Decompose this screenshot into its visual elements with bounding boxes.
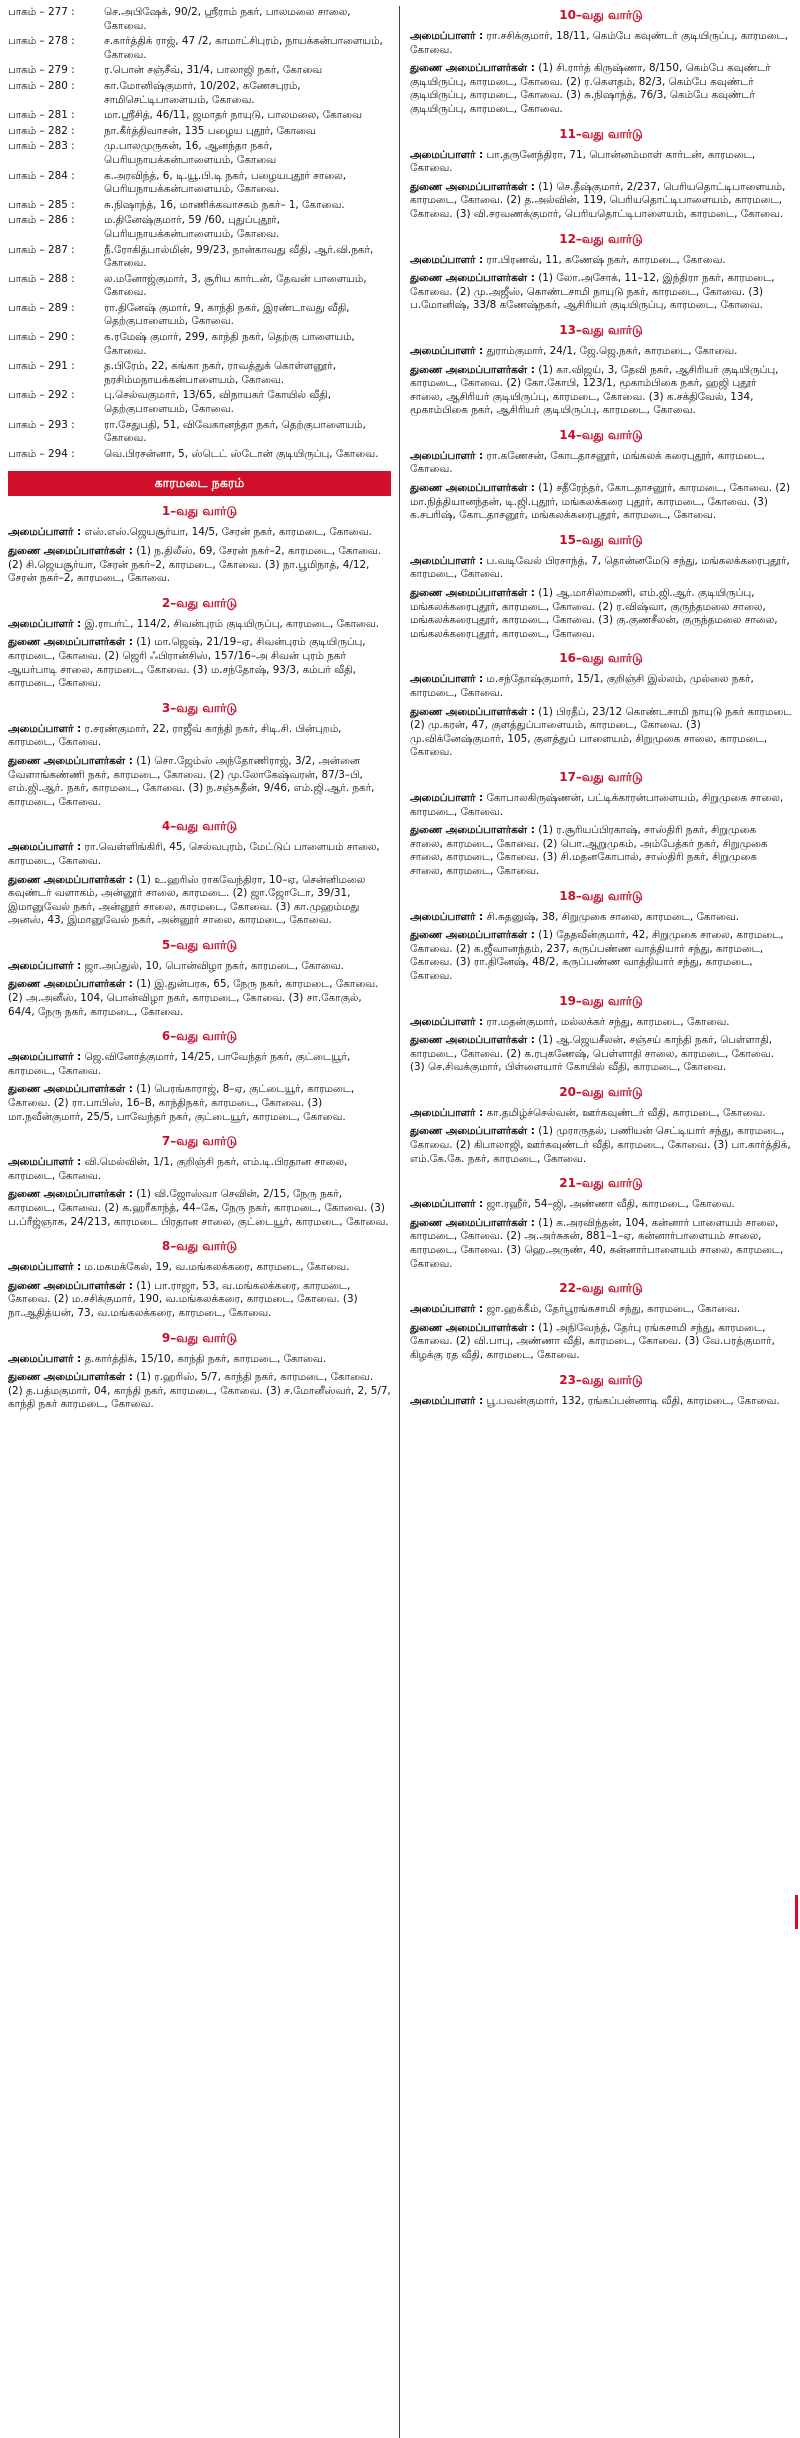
booth-number: பாகம் – 281 : bbox=[8, 109, 75, 122]
booth-row bbox=[8, 389, 391, 416]
organizer-label: அமைப்பாளர் : bbox=[8, 1156, 82, 1169]
deputies-details: (1) இ.துன்பரசு, 65, நேரு நகர், காரமடை, கோவை. (2) அ.அனீஸ், 104, பொன்விழா நகர், காரமடை, கோவை. (3) சா.கோகுல், 64/4, நேரு நகர், காரமடை, கோவை. bbox=[8, 978, 379, 1018]
ward-title: 23–வது வார்டு bbox=[559, 1372, 643, 1387]
ward-deputies bbox=[410, 181, 792, 222]
booth-number: பாகம் – 294 : bbox=[8, 447, 75, 460]
ward-block bbox=[410, 651, 792, 760]
ward-organizer bbox=[410, 149, 792, 176]
booth-address: வெ.பிரசன்னா, 5, ஸ்டெட் ஸ்டோன் குடியிருப்பு, கோவை. bbox=[104, 447, 379, 460]
ward-block bbox=[8, 504, 391, 585]
organizer-label: அமைப்பாளர் : bbox=[410, 148, 484, 161]
organizer-label: அமைப்பாளர் : bbox=[410, 1303, 484, 1316]
booth-row bbox=[8, 302, 391, 329]
ward-organizer bbox=[410, 30, 792, 57]
organizer-label: அமைப்பாளர் : bbox=[8, 722, 82, 735]
ward-title: 6–வது வார்டு bbox=[161, 1029, 238, 1044]
ward-deputies bbox=[410, 1322, 792, 1363]
ward-block bbox=[410, 533, 792, 642]
section-title-bar: காரமடை நகரம் bbox=[8, 471, 391, 496]
ward-title: 15–வது வார்டு bbox=[559, 532, 643, 547]
ward-organizer bbox=[8, 526, 391, 540]
deputies-label: துணை அமைப்பாளர்கள் : bbox=[410, 1216, 535, 1229]
deputies-details: (1) ர.சூரியப்பிரகாஷ், சாஸ்திரி நகர், சிறுமுகை சாலை, காரமடை, கோவை. (2) பொ.ஆறுமுகம், அம்பேத்கர் நகர், சிறுமுகை சாலை, காரமடை, கோவை. (3) சி.மதனகோபால், சாஸ்திரி நகர், சிறுமுகை சாலை, காரமடை, கோவை. bbox=[410, 824, 768, 877]
ward-deputies bbox=[410, 364, 792, 418]
ward-organizer bbox=[410, 1303, 792, 1317]
ward-block bbox=[410, 323, 792, 418]
organizer-label: அமைப்பாளர் : bbox=[410, 1394, 484, 1407]
booth-number: பாகம் – 288 : bbox=[8, 272, 75, 285]
ward-organizer bbox=[410, 1198, 792, 1212]
booth-number: பாகம் – 282 : bbox=[8, 124, 75, 137]
ward-title: 2–வது வார்டு bbox=[161, 595, 238, 610]
ward-deputies bbox=[410, 272, 792, 313]
organizer-label: அமைப்பாளர் : bbox=[410, 253, 484, 266]
ward-title: 14–வது வார்டு bbox=[559, 427, 643, 442]
ward-organizer bbox=[8, 723, 391, 750]
ward-block bbox=[410, 232, 792, 313]
booth-address: பு.செல்வகுமார், 13/65, விநாயகர் கோயில் வீதி, தெற்குபாளையம், கோவை. bbox=[104, 389, 332, 416]
ward-title: 11–வது வார்டு bbox=[559, 126, 643, 141]
organizer-details: ப.வடிவேல் பிரசாந்த், 7, தொன்னமேடு சந்து, மங்கலக்கரைபுதூர், காரமடை, கோவை. bbox=[410, 554, 790, 581]
organizer-details: ம.சந்தோஷ்குமார், 15/1, குறிஞ்சி இல்லம், முல்லை நகர், காரமடை, கோவை. bbox=[410, 673, 754, 699]
organizer-label: அமைப்பாளர் : bbox=[8, 959, 82, 972]
ward-block bbox=[410, 770, 792, 879]
ward-title: 9–வது வார்டு bbox=[161, 1330, 238, 1345]
deputies-details: (1) சி.ரார்த் கிருஷ்ணா, 8/150, கெம்பே கவுண்டர் குடியிருப்பு, காரமடை, கோவை. (2) ர.கௌதம், 82/3, கெம்பே கவுண்டர் குடியிருப்பு, காரமடை, கோவை. (3) சு.நிஷாந்த், 76/3, கெம்பே கவுண்டர் குடியிருப்பு, காரமடை, கோவை. bbox=[410, 62, 771, 115]
deputies-label: துணை அமைப்பாளர்கள் : bbox=[410, 587, 535, 600]
deputies-details: (1) பெரங்காராஜ், 8–ஏ, குட்டையூர், காரமடை, கோவை. (2) ரா.பாபிஸ், 16–B, காந்திநகர், காரமடை, கோவை. (3) மா.நவீன்குமார், 25/5, பாவேந்தர் நகர், குட்டையூர், காரமடை, கோவை. bbox=[8, 1083, 355, 1123]
deputies-label: துணை அமைப்பாளர்கள் : bbox=[8, 1371, 133, 1384]
booth-address: நா.கீர்த்திவாசன், 135 பழைய புதூர், கோவை bbox=[104, 124, 316, 137]
organizer-details: ரா.வெள்ளிங்கிரி, 45, செல்வபுரம், மேட்டுப் பாளையம் சாலை, காரமடை, கோவை. bbox=[8, 841, 380, 867]
ward-organizer bbox=[410, 254, 792, 268]
deputies-label: துணை அமைப்பாளர்கள் : bbox=[410, 180, 535, 193]
ward-block bbox=[8, 701, 391, 810]
booth-number: பாகம் – 279 : bbox=[8, 64, 75, 77]
ward-title: 10–வது வார்டு bbox=[559, 8, 643, 22]
organizer-details: ஜா.ரஹீர், 54–ஜி, அண்ணா வீதி, காரமடை, கோவை. bbox=[486, 1198, 735, 1211]
booth-address: க.அரவிந்த், 6, டி.யூ.பி.டி நகர், பழையபுதூர் சாலை, பெரியநாயக்கன்பாளையம், கோவை. bbox=[104, 169, 347, 196]
ward-organizer bbox=[410, 1395, 792, 1409]
organizer-label: அமைப்பாளர் : bbox=[410, 554, 484, 567]
edge-red-marker bbox=[795, 1895, 798, 1929]
organizer-details: ம.மகமக்கேல், 19, வ.மங்கலக்கரை, காரமடை, கோவை. bbox=[84, 1261, 350, 1274]
organizer-label: அமைப்பாளர் : bbox=[410, 344, 484, 357]
ward-deputies bbox=[8, 874, 391, 928]
deputies-label: துணை அமைப்பாளர்கள் : bbox=[410, 929, 535, 942]
ward-title: 13–வது வார்டு bbox=[559, 322, 643, 337]
ward-organizer bbox=[8, 841, 391, 868]
organizer-details: இ.ராபர்ட், 114/2, சிவன்புரம் குடியிருப்பு, காரமடை, கோவை. bbox=[84, 617, 380, 630]
ward-deputies bbox=[410, 929, 792, 983]
booth-address: கா.மோனிஷ்குமார், 10/202, கணேசபுரம், சாமிசெட்டிபாளையம், கோவை. bbox=[104, 79, 301, 106]
booth-number: பாகம் – 285 : bbox=[8, 198, 75, 211]
deputies-label: துணை அமைப்பாளர்கள் : bbox=[410, 824, 535, 837]
ward-organizer bbox=[410, 911, 792, 925]
ward-block bbox=[8, 1029, 391, 1124]
deputies-details: (1) பிரதீப், 23/12 கொண்டசாமி நாயுடு நகர் காரமடை (2) மு.கரன், 47, குளத்துப்பாளையம், காரமடை, கோவை. (3) மு.விக்னேஷ்குமார், 105, குளத்துப் பாளையம், சிறுமுகை சாலை, காரமடை, கோவை. bbox=[410, 705, 792, 759]
booth-address: மு.பாலமுருகன், 16, ஆனந்தா நகர், பெரியநாயக்கன்பாளையம், கோவை bbox=[104, 140, 277, 166]
organizer-label: அமைப்பாளர் : bbox=[410, 1015, 484, 1028]
booth-row bbox=[8, 109, 391, 123]
organizer-details: வி.மெல்வின், 1/1, குறிஞ்சி நகர், எம்.டி.பிரதான சாலை, காரமடை, கோவை. bbox=[8, 1156, 348, 1182]
ward-deputies bbox=[410, 62, 792, 116]
booth-number: பாகம் – 286 : bbox=[8, 214, 75, 227]
booth-address: செ.அபிஷேக், 90/2, ஸ்ரீராம் நகர், பாலமலை சாலை, கோவை. bbox=[104, 6, 351, 32]
organizer-details: பூ.பவன்குமார், 132, ரங்கப்பன்னாடி வீதி, காரமடை, கோவை. bbox=[486, 1394, 780, 1407]
organizer-details: ரா.கணேசன், கோடதாசனூர், மங்கலக் கரைபுதூர், காரமடை, கோவை. bbox=[410, 449, 765, 476]
ward-title: 17–வது வார்டு bbox=[559, 769, 643, 784]
organizer-details: கா.தமிழ்ச்செல்வன், ஊர்கவுண்டர் வீதி, காரமடை, கோவை. bbox=[486, 1106, 766, 1119]
ward-deputies bbox=[410, 824, 792, 878]
ward-block bbox=[8, 819, 391, 928]
deputies-details: (1) க.அரவிந்தன், 104, கன்னார் பாளையம் சாலை, காரமடை, கோவை. (2) அ.அர்சுகன், 881–1–ஏ, கன்னார்பாளையம் சாலை, காரமடை, கோவை. (3) ஹெ.அருண், 40, கன்னார்பாளையம் சாலை, காரமடை, கோவை. bbox=[410, 1216, 784, 1270]
ward-organizer bbox=[410, 1107, 792, 1121]
organizer-details: ரா.மதன்குமார், மல்லக்கர் சந்து, காரமடை, கோவை. bbox=[486, 1015, 730, 1028]
organizer-details: எஸ்.எஸ்.ஜெயசூர்யா, 14/5, சேரன் நகர், காரமடை, கோவை. bbox=[84, 526, 372, 539]
ward-deputies bbox=[410, 1125, 792, 1166]
deputies-label: துணை அமைப்பாளர்கள் : bbox=[410, 272, 535, 285]
ward-block bbox=[410, 1281, 792, 1362]
ward-deputies bbox=[8, 1371, 391, 1412]
ward-organizer bbox=[410, 450, 792, 477]
ward-deputies bbox=[8, 978, 391, 1019]
deputies-details: (1) ந.திலீஸ், 69, சேரன் நகர்–2, காரமடை, கோவை. (2) சி.ஜெயசூர்யா, சேரன் நகர்–2, காரமடை, கோவை. (3) நா.பூமிநாத், 4/12, சேரன் நகர்–2, காரமடை, கோவை. bbox=[8, 545, 382, 585]
booth-number: பாகம் – 284 : bbox=[8, 169, 75, 182]
ward-title: 18–வது வார்டு bbox=[559, 888, 643, 903]
booth-address: ல.மனோஜ்குமார், 3, சூரிய கார்டன், தேவன் பாளையம், கோவை. bbox=[104, 272, 367, 299]
booth-number: பாகம் – 289 : bbox=[8, 301, 75, 314]
booth-row bbox=[8, 360, 391, 387]
ward-organizer bbox=[8, 960, 391, 974]
booth-address: மா.ஸ்ரீசித், 46/11, ஜமாதர் நாயுடு, பாலமலை, கோவை bbox=[104, 109, 362, 122]
ward-organizer bbox=[8, 1353, 391, 1367]
organizer-label: அமைப்பாளர் : bbox=[410, 1198, 484, 1211]
deputies-label: துணை அமைப்பாளர்கள் : bbox=[8, 545, 133, 557]
ward-block bbox=[8, 596, 391, 691]
booth-row bbox=[8, 199, 391, 213]
booth-address: ம.தினேஷ்குமார், 59 /60, புதுப்புதூர், பெரியநாயக்கன்பாளையம், கோவை. bbox=[104, 214, 280, 240]
organizer-details: பா.தருனேந்திரா, 71, பொன்னம்மாள் கார்டன், காரமடை, கோவை. bbox=[410, 148, 756, 175]
organizer-details: ர.சரண்குமார், 22, ராஜீவ் காந்தி நகர், சிடி.சி. பின்புறம், காரமடை, கோவை. bbox=[8, 722, 342, 749]
organizer-label: அமைப்பாளர் : bbox=[410, 449, 484, 462]
ward-title: 7–வது வார்டு bbox=[161, 1134, 238, 1149]
booth-number: பாகம் – 291 : bbox=[8, 360, 75, 373]
ward-deputies bbox=[410, 587, 792, 641]
left-column bbox=[8, 6, 400, 2438]
deputies-details: (1) உ.ஹரிஸ் ராகவேந்திரா, 10–ஏ, சென்னிமலை கவுண்டர் வளாகம், அன்னூர் சாலை, காரமடை. (2) ஜா.ஜோடோ, 39/31, இமானுவேல் நகர், அன்னூர் சாலை, காரமடை, கோவை. (3) கா.முஹம்மது அனஸ், 43, இமானுவேல் நகர், அன்னூர் சாலை, காரமடை, கோவை. bbox=[8, 873, 366, 927]
ward-deputies bbox=[8, 545, 391, 586]
booth-number: பாகம் – 283 : bbox=[8, 140, 75, 153]
ward-organizer bbox=[410, 345, 792, 359]
booth-row bbox=[8, 64, 391, 78]
deputies-details: (1) பா.ராஜா, 53, வ.மங்கலக்கரை, காரமடை, கோவை. (2) ம.சசிக்குமார், 190, வ.மங்கலக்கரை, காரமடை, கோவை. (3) நா.ஆதித்யன், 73, வ.மங்கலக்கரை, காரமடை, கோவை. bbox=[8, 1279, 358, 1319]
booth-row bbox=[8, 419, 391, 446]
booth-row bbox=[8, 273, 391, 300]
deputies-details: (1) ஆ.ஜெயசீலன், சஞ்சய் காந்தி நகர், பெள்ளாதி, காரமடை, கோவை. (2) க.ரபுகணேஷ், பெள்ளாதி சாலை, காரமடை, கோவை. (3) செ.சிவக்குமார், பிள்ளையார் கோயில் வீதி, காரமடை, கோவை. bbox=[410, 1034, 775, 1074]
ward-block bbox=[8, 938, 391, 1019]
deputies-details: (1) சொ.ஜேம்ஸ் அந்தோணிராஜ், 3/2, அன்னை வேளாங்கண்ணி நகர், காரமடை, கோவை. (2) மு.லோகேஷ்வரன், 87/3–பி, எம்.ஜி.ஆர். நகர், காரமடை, கோவை. (3) ந.சஞ்சுதீன், 9/46, எம்.ஜி.ஆர். நகர், காரமடை, கோவை. bbox=[8, 754, 375, 808]
deputies-label: துணை அமைப்பாளர்கள் : bbox=[410, 363, 535, 376]
ward-deputies bbox=[8, 1188, 391, 1229]
organizer-label: அமைப்பாளர் : bbox=[8, 1352, 82, 1365]
booth-address: க.ரமேஷ் குமார், 299, காந்தி நகர், தெற்கு பாளையம், கோவை. bbox=[104, 331, 355, 357]
ward-deputies bbox=[410, 706, 792, 760]
organizer-details: கோபாலகிருஷ்ணன், பட்டிக்காரன்பாளையம், சிறுமுகை சாலை, காரமடை, கோவை. bbox=[410, 791, 784, 818]
ward-title: 12–வது வார்டு bbox=[559, 231, 643, 246]
ward-title: 16–வது வார்டு bbox=[559, 651, 643, 666]
ward-title: 1–வது வார்டு bbox=[161, 504, 238, 519]
booth-number: பாகம் – 292 : bbox=[8, 389, 75, 402]
ward-deputies bbox=[8, 1280, 391, 1321]
ward-block bbox=[410, 889, 792, 984]
ward-deputies bbox=[410, 482, 792, 523]
ward-title: 5–வது வார்டு bbox=[161, 937, 238, 952]
organizer-details: துராம்குமார், 24/1, ஜே.ஜெ.நகர், காரமடை, கோவை. bbox=[486, 344, 738, 357]
ward-deputies bbox=[410, 1034, 792, 1075]
booth-number: பாகம் – 277 : bbox=[8, 6, 75, 18]
booth-row bbox=[8, 244, 391, 271]
deputies-label: துணை அமைப்பாளர்கள் : bbox=[8, 1083, 133, 1096]
deputies-details: (1) மா.ஜெஷ், 21/19–ஏ, சிவன்புரம் குடியிருப்பு, காரமடை, கோவை. (2) ஜெரி ஃபிரான்சிஸ், 157/16–அ சிவன் புரம் நகர் ஆயர்பாடி சாலை, காரமடை, கோவை. (3) ம.சந்தோஷ், 93/3, கம்பர் வீதி, காரமடை, கோவை. bbox=[8, 636, 366, 690]
deputies-label: துணை அமைப்பாளர்கள் : bbox=[410, 1125, 535, 1138]
organizer-details: ரா.பிரணவ், 11, கணேஷ் நகர், காரமடை, கோவை. bbox=[486, 253, 726, 266]
booth-number: பாகம் – 280 : bbox=[8, 79, 75, 92]
organizer-label: அமைப்பாளர் : bbox=[410, 791, 484, 804]
ward-organizer bbox=[410, 1016, 792, 1030]
organizer-label: அமைப்பாளர் : bbox=[8, 1261, 82, 1274]
booth-address: த.பிரேம், 22, கங்கா நகர், ராவத்துக் கொள்ளனூர், நரசிம்மநாயக்கன்பாளையம், கோவை. bbox=[104, 360, 336, 386]
ward-organizer bbox=[410, 792, 792, 819]
ward-title: 4–வது வார்டு bbox=[161, 819, 238, 834]
booth-address: சு.நிஷாந்த், 16, மாணிக்கவாசகம் நகர்– 1, கோவை. bbox=[104, 198, 345, 211]
ward-title: 19–வது வார்டு bbox=[559, 993, 643, 1008]
ward-block bbox=[8, 1239, 391, 1320]
deputies-details: (1) தேதவீன்குமார், 42, சிறுமுகை சாலை, காரமடை, கோவை. (2) க.ஜீவானந்தம், 237, கருப்பண்ண வாத்தியார் சந்து, காரமடை, கோவை. (3) ரா.தினேஷ், 48/2, கருப்பண்ண வாத்தியார் சந்து, காரமடை, கோவை. bbox=[410, 929, 784, 982]
booth-row bbox=[8, 125, 391, 139]
booth-row bbox=[8, 6, 391, 33]
deputies-details: (1) கா.விஜய், 3, தேவி நகர், ஆசிரியர் குடியிருப்பு, காரமடை, கோவை. (2) கோ.கோபி, 123/1, மூகாம்பிகை நகர், ஹஜி புதூர் சாலை, ஆசிரியர் குடியிருப்பு, காரமடை, கோவை. (3) க.சக்திவேல், 134, மூகாம்பிகை நகர், ஆசிரியர் குடியிருப்பு, காரமடை, கோவை. bbox=[410, 363, 779, 417]
deputies-details: (1) சதீரேந்தர், கோடதாசனூர், காரமடை, கோவை. (2) மா.நித்தியானந்தன், டி.ஜி.புதூர், மங்கலக்கரை புதூர், காரமடை, கோவை. (3) க.சபரிஷ், கோடதாசனூர், மங்கலக்கரைபுதூர், காரமடை, கோவை. bbox=[410, 482, 791, 522]
ward-deputies bbox=[8, 1083, 391, 1124]
ward-organizer bbox=[410, 673, 792, 700]
ward-title: 22–வது வார்டு bbox=[559, 1281, 643, 1296]
deputies-details: (1) வி.ஜோஸ்வா செவின், 2/15, நேரு நகர், காரமடை, கோவை. (2) க.ஹரீகாந்த், 44–கே, நேரு நகர், காரமடை, கோவை. (3) ப.ப்ரீஜ்ஞாக, 24/213, காரமடை பிரதான சாலை, குட்டையூர், காரமடை, கோவை. bbox=[8, 1188, 389, 1228]
deputies-details: (1) ஆ.மாசிலாமணி, எம்.ஜி.ஆர். குடியிருப்பு, மங்கலக்கரைபுதூர், காரமடை, கோவை. (2) ர.விஷ்வா, குருந்தமலை சாலை, மங்கலக்கரைபுதூர், காரமடை, கோவை. (3) கு.குணசீலன், குருந்தமலை சாலை, மங்கலக்கரைபுதூர், காரமடை, கோவை. bbox=[410, 587, 778, 640]
deputies-label: துணை அமைப்பாளர்கள் : bbox=[8, 873, 133, 886]
booth-number: பாகம் – 287 : bbox=[8, 243, 75, 256]
booth-address: ரா.தினேஷ் குமார், 9, காந்தி நகர், இரண்டாவது வீதி, தெற்குபாளையம், கோவை. bbox=[104, 301, 350, 328]
ward-organizer bbox=[410, 555, 792, 582]
organizer-label: அமைப்பாளர் : bbox=[8, 526, 82, 539]
ward-block bbox=[410, 1373, 792, 1409]
deputies-label: துணை அமைப்பாளர்கள் : bbox=[8, 1188, 133, 1201]
ward-block bbox=[410, 1176, 792, 1271]
organizer-label: அமைப்பாளர் : bbox=[410, 30, 484, 42]
booth-address: ச.கார்த்திக் ராஜ், 47 /2, காமாட்சிபுரம், நாயக்கன்பாளையம், கோவை. bbox=[104, 35, 383, 61]
ward-deputies bbox=[410, 1217, 792, 1271]
wards-right bbox=[410, 8, 792, 1408]
deputies-label: துணை அமைப்பாளர்கள் : bbox=[8, 636, 133, 649]
wards-left bbox=[8, 504, 391, 1412]
booth-number: பாகம் – 290 : bbox=[8, 331, 75, 344]
organizer-label: அமைப்பாளர் : bbox=[8, 841, 82, 854]
deputies-details: (1) அநிவேந்த், தேர்பு ரங்கசாமி சந்து, காரமடை, கோவை. (2) வி.பாபு, அண்ணா வீதி, காரமடை, கோவை. (3) வே.பரத்குமார், கிழக்கு ரத வீதி, காரமடை, கோவை. bbox=[410, 1321, 775, 1361]
booth-row bbox=[8, 448, 391, 462]
ward-organizer bbox=[8, 1051, 391, 1078]
booth-list bbox=[8, 6, 391, 461]
deputies-label: துணை அமைப்பாளர்கள் : bbox=[410, 705, 535, 718]
booth-address: ர.பொன் சஞ்சீவ், 31/4, பாலாஜி நகர், கோவை bbox=[104, 64, 323, 77]
deputies-details: (1) லோ.அசோக், 11–12, இந்திரா நகர், காரமடை, கோவை. (2) மு.அஜீஸ், கொண்டசாமி நாயுடு நகர், காரமடை, கோவை. (3) ப.மோனிஷ், 33/8 கணேஷ்நகர், ஆசிரியர் குடியிருப்பு, காரமடை, கோவை. bbox=[410, 272, 775, 312]
organizer-label: அமைப்பாளர் : bbox=[8, 1051, 82, 1064]
ward-block bbox=[410, 1085, 792, 1166]
booth-number: பாகம் – 278 : bbox=[8, 35, 75, 48]
booth-number: பாகம் – 293 : bbox=[8, 418, 75, 431]
organizer-label: அமைப்பாளர் : bbox=[410, 673, 484, 686]
ward-block bbox=[410, 428, 792, 523]
organizer-details: சி.சுதனுஷ், 38, சிறுமுகை சாலை, காரமடை, கோவை. bbox=[486, 910, 740, 923]
ward-block bbox=[8, 1331, 391, 1412]
booth-row bbox=[8, 170, 391, 197]
deputies-details: (1) முராருதல், பணியன் செட்டியார் சந்து, காரமடை, கோவை. (2) கிபாலாஜி, ஊர்கவுண்டர் வீதி, காரமடை, கோவை. (3) பா.கார்த்திக், எம்.கே.கே. நகர், காரமடை, கோவை. bbox=[410, 1125, 791, 1165]
deputies-label: துணை அமைப்பாளர்கள் : bbox=[8, 1279, 133, 1292]
organizer-label: அமைப்பாளர் : bbox=[8, 617, 82, 630]
organizer-details: ரா.சசிக்குமார், 18/11, கெம்பே கவுண்டர் குடியிருப்பு, காரமடை, கோவை. bbox=[410, 30, 789, 56]
booth-row bbox=[8, 80, 391, 107]
deputies-label: துணை அமைப்பாளர்கள் : bbox=[410, 62, 535, 75]
ward-organizer bbox=[8, 618, 391, 632]
deputies-label: துணை அமைப்பாளர்கள் : bbox=[410, 1321, 535, 1334]
deputies-label: துணை அமைப்பாளர்கள் : bbox=[410, 1034, 535, 1047]
organizer-label: அமைப்பாளர் : bbox=[410, 1106, 484, 1119]
ward-block bbox=[410, 8, 792, 117]
ward-title: 8–வது வார்டு bbox=[161, 1239, 238, 1254]
deputies-label: துணை அமைப்பாளர்கள் : bbox=[8, 978, 133, 991]
booth-row bbox=[8, 35, 391, 62]
ward-block bbox=[410, 994, 792, 1075]
deputies-details: (1) ர.ஹரிஸ், 5/7, காந்தி நகர், காரமடை, கோவை. (2) த.பத்மகுமார், 04, காந்தி நகர், காரமடை, கோவை. (3) ச.மோனீஸ்வர், 2, 5/7, காந்தி நகர் காரமடை, கோவை. bbox=[8, 1371, 391, 1411]
ward-organizer bbox=[8, 1156, 391, 1183]
ward-deputies bbox=[8, 636, 391, 690]
deputies-label: துணை அமைப்பாளர்கள் : bbox=[8, 754, 133, 767]
ward-deputies bbox=[8, 755, 391, 809]
booth-address: நீ.ரோகித்பால்மின், 99/23, நான்காவது வீதி, ஆர்.வி.நகர், கோவை. bbox=[104, 243, 374, 270]
booth-row bbox=[8, 331, 391, 358]
ward-title: 3–வது வார்டு bbox=[161, 700, 238, 715]
organizer-details: ஜா.ஹக்கீம், தேர்பூரங்கசாமி சந்து, காரமடை, கோவை. bbox=[486, 1303, 741, 1316]
organizer-details: ஜெ.வினோத்குமார், 14/25, பாவேந்தர் நகர், குட்டையூர், காரமடை, கோவை. bbox=[8, 1051, 351, 1077]
deputies-label: துணை அமைப்பாளர்கள் : bbox=[410, 482, 535, 495]
page-columns bbox=[8, 6, 792, 2438]
booth-row bbox=[8, 214, 391, 241]
right-column bbox=[400, 6, 792, 2438]
ward-organizer bbox=[8, 1261, 391, 1275]
ward-block bbox=[8, 1134, 391, 1229]
ward-title: 21–வது வார்டு bbox=[559, 1176, 643, 1191]
ward-title: 20–வது வார்டு bbox=[559, 1084, 643, 1099]
organizer-label: அமைப்பாளர் : bbox=[410, 910, 484, 923]
organizer-details: ஜா.அப்துல், 10, பொன்விழா நகர், காரமடை, கோவை. bbox=[84, 959, 344, 972]
organizer-details: த.கார்த்திக், 15/10, காந்தி நகர், காரமடை, கோவை. bbox=[84, 1352, 327, 1365]
booth-address: ரா.சேதுபதி, 51, விவேகானந்தா நகர், தெற்குபாளையம், கோவை. bbox=[104, 418, 366, 445]
booth-row bbox=[8, 140, 391, 167]
deputies-details: (1) செ.தீஷ்குமார், 2/237, பெரியதொட்டிபாளையம், காரமடை, கோவை. (2) த.அல்வின், 119, பெரியதொட்டிபாளையம், காரமடை, கோவை. (3) வி.சரவணக்குமார், பெரியதொட்டிபாளையம், காரமடை, கோவை. bbox=[410, 180, 786, 220]
ward-block bbox=[410, 127, 792, 222]
